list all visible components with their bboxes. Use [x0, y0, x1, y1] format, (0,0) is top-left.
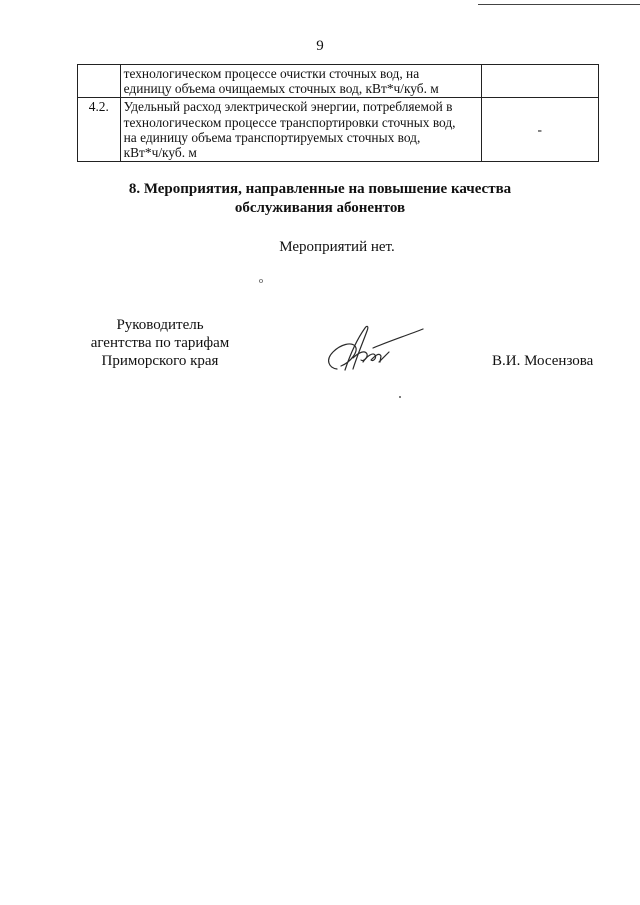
row-number-cell	[78, 65, 121, 98]
description-line: единицу объема очищаемых сточных вод, кВт*ч/куб. м	[123, 81, 439, 97]
description-line: кВт*ч/куб. м	[123, 145, 197, 161]
description-line: технологическом процессе транспортировки сточных вод,	[123, 114, 456, 130]
row-number-cell: 4.2.	[78, 98, 121, 162]
table-row	[78, 98, 599, 162]
signatory-title-line: агентства по тарифам	[90, 335, 230, 351]
row-description-cell	[120, 65, 481, 98]
description-line: Удельный расход электрической энергии, потребляемой в	[123, 99, 453, 115]
signatory-title-line: Руководитель	[116, 317, 204, 333]
top-edge-rule	[478, 4, 640, 5]
section-heading-line: 8. Мероприятия, направленные на повышение качества	[128, 181, 512, 197]
table-row	[78, 65, 599, 98]
row-value-cell: -	[481, 98, 598, 162]
description-line: на единицу объема транспортируемых сточных вод,	[123, 129, 421, 145]
signatory-title-line: Приморского края	[101, 353, 219, 369]
signatory-title	[70, 316, 250, 370]
section-heading	[0, 180, 640, 218]
scan-artifact-mark: o	[259, 276, 263, 285]
page-number: 9	[316, 38, 324, 54]
section-body-text: Мероприятий нет.	[279, 239, 395, 255]
row-description-cell	[120, 98, 481, 162]
description-line: технологическом процессе очистки сточных вод, на	[123, 66, 420, 81]
indicator-table	[77, 64, 599, 162]
scan-artifact-dot	[399, 396, 401, 398]
section-heading-line: обслуживания абонентов	[234, 200, 406, 216]
handwritten-signature	[315, 322, 430, 377]
signatory-name: В.И. Мосензова	[492, 353, 594, 369]
row-value-cell	[481, 65, 598, 98]
